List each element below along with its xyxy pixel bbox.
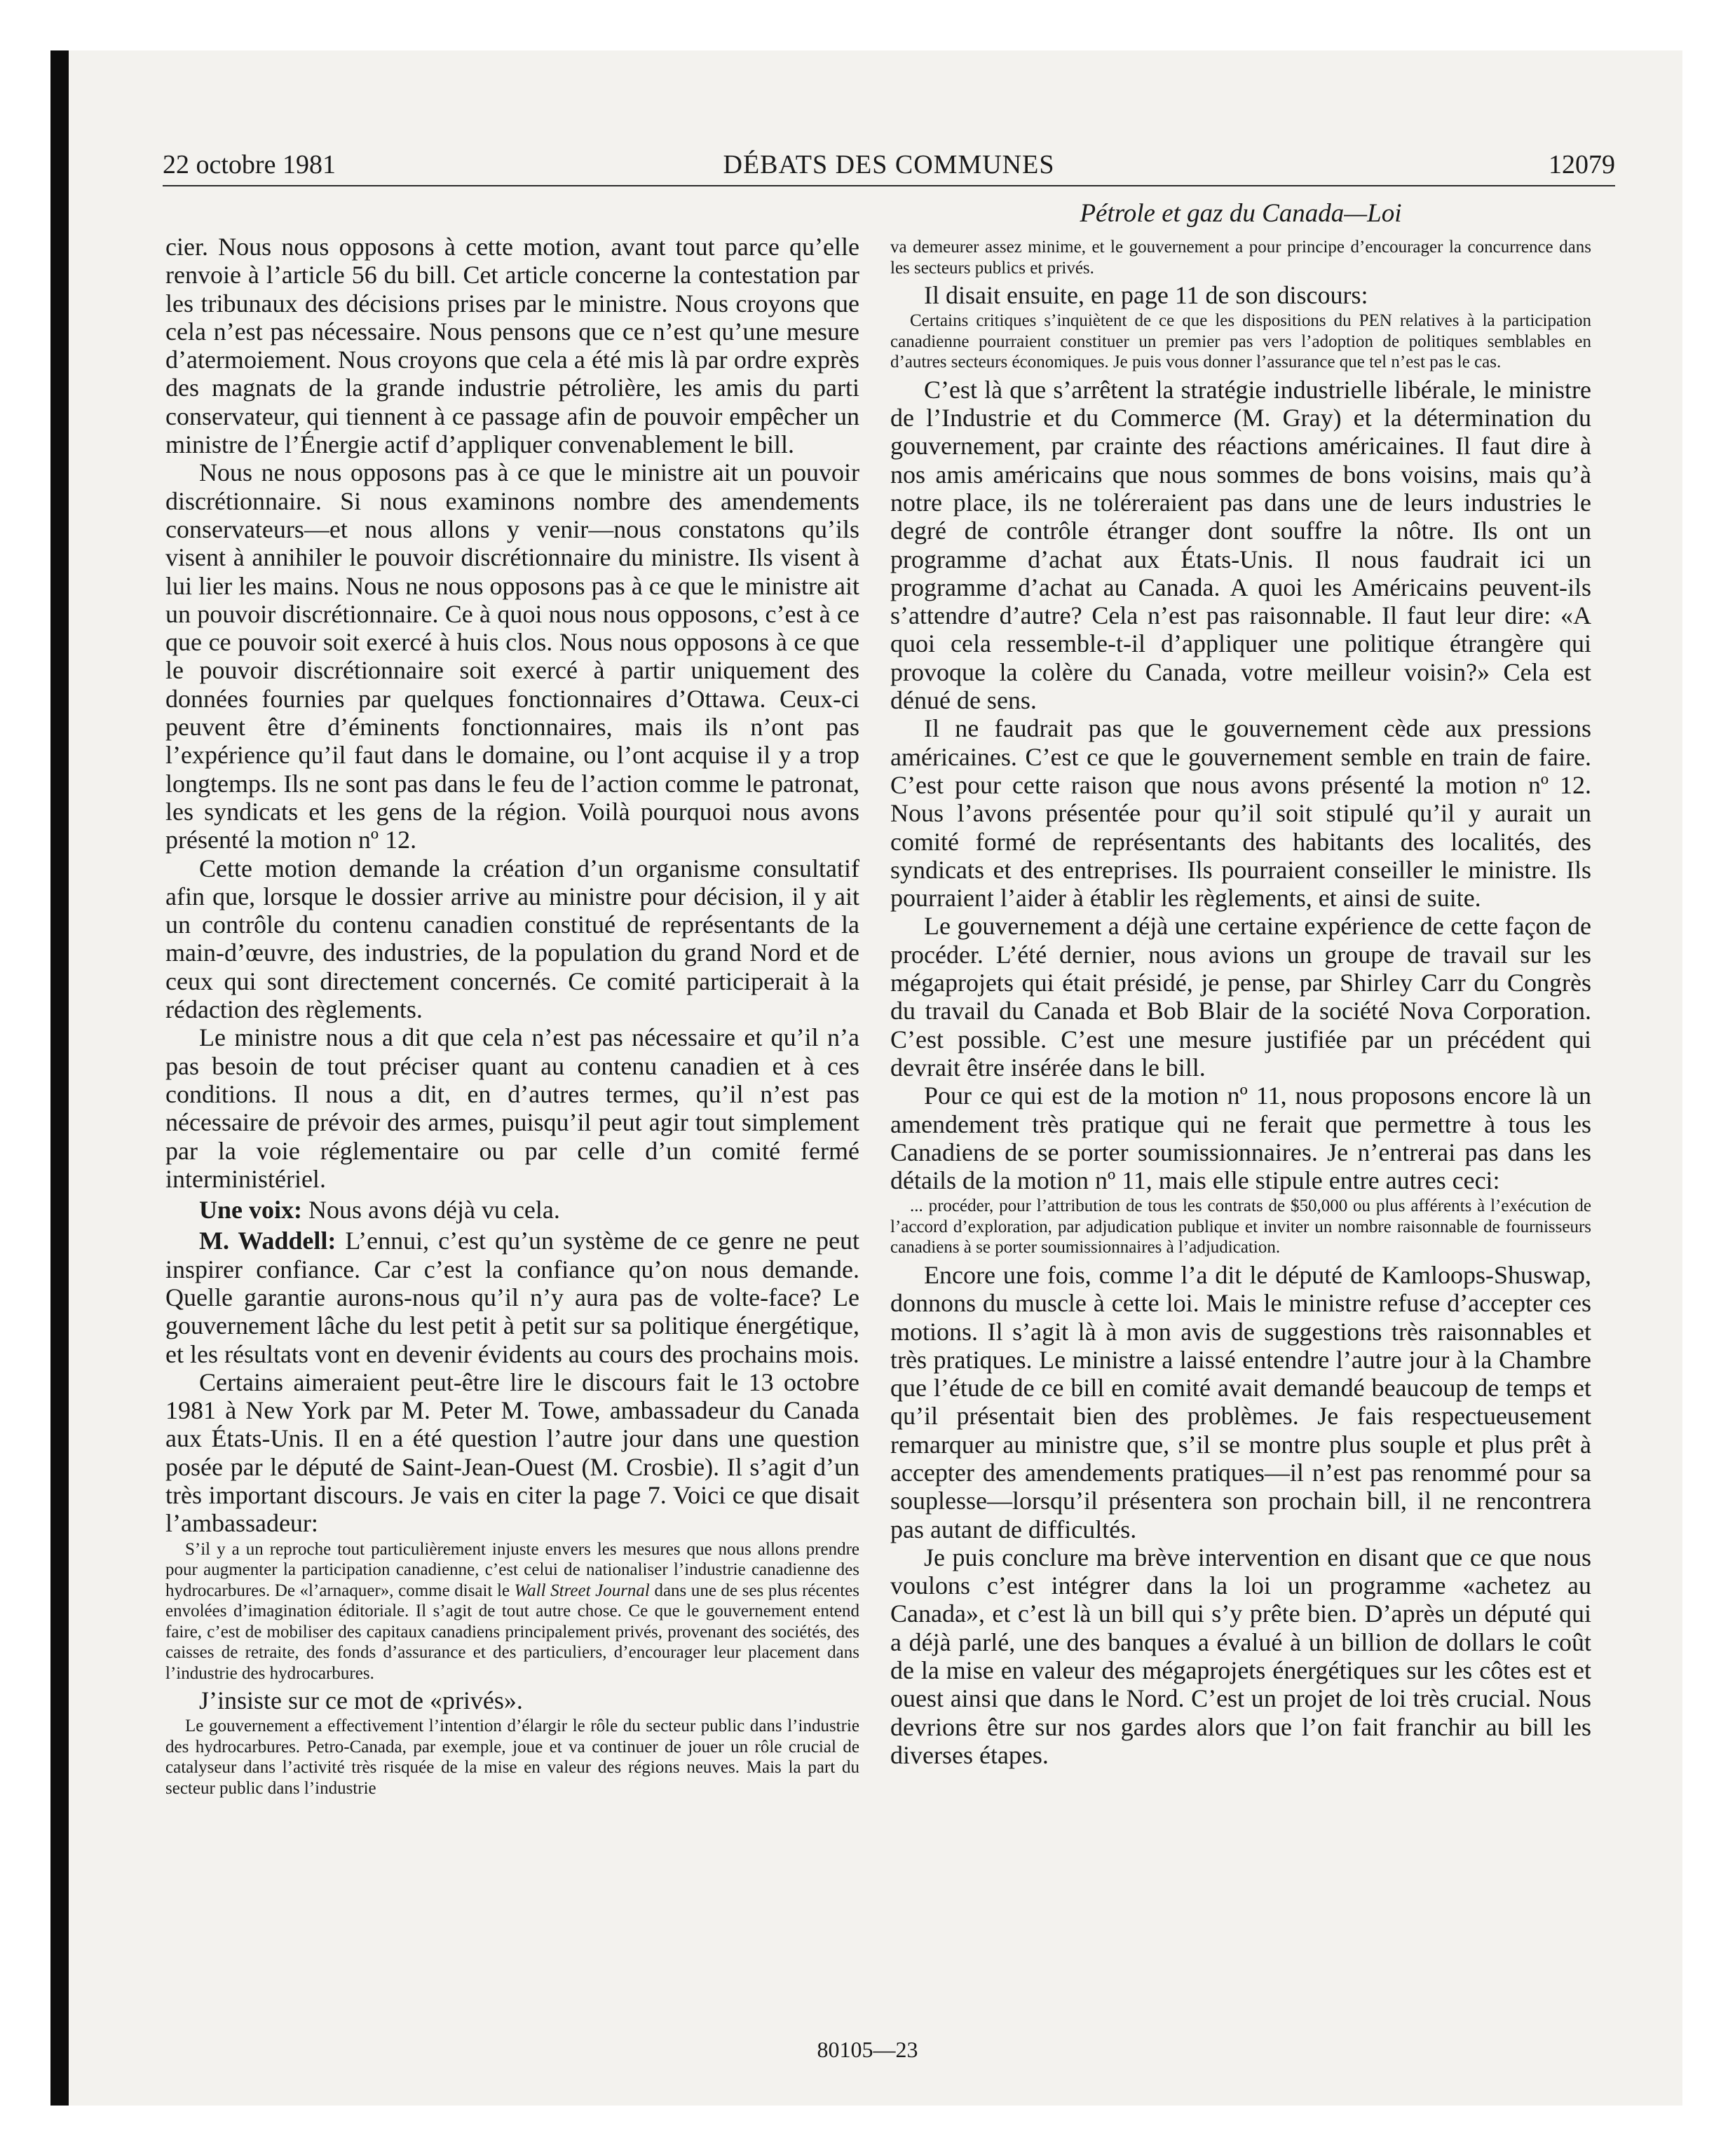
speaker-name: M. Waddell: xyxy=(199,1227,336,1255)
paragraph: C’est là que s’arrêtent la stratégie industrielle libérale, le ministre de l’Industrie et du Commerce (M. Gray) et la détermination du gouvernement, par crainte des réactions américaines. Il faut dire à nos amis américains que nous sommes de bons voisins, mais qu’à notre place, ils ne toléreraient pas dans une de leurs industries le degré de contrôle étranger dont souffre la nôtre. Ils ont un programme d’achat aux États-Unis. Il nous faudrait ici un programme d’achat au Canada. A quoi les Américains peuvent-ils s’attendre d’autre? Cela n’est pas raisonnable. Il faut leur dire: «A quoi cela ressemble-t-il d’appliquer une politique étrangère qui provoque la colère du Canada, votre meilleur voisin?» Cela est dénué de sens. xyxy=(890,375,1591,715)
page-footer-code: 80105—23 xyxy=(817,2037,918,2062)
header-rule xyxy=(163,185,1615,186)
paragraph: Pour ce qui est de la motion nº 11, nous proposons encore là un amendement très pratique qui ne ferait que permettre à tous les Canadiens de se porter soumissionnaires. Je n’entrerai pas dans les détails de la motion nº 11, mais elle stipule entre autres ceci: xyxy=(890,1082,1591,1195)
speech-paragraph xyxy=(165,1196,859,1224)
quote-text: dans une de ses plus récentes envolées d’imagination éditoriale. Il s’agit de tout autre chose. Ce que le gouvernement entend faire, c’est de mobiliser des capitaux canadiens principalement privés, provenant des sociétés, des caisses de retraite, des fonds d’assurance et des particuliers, d’encourager leur placement dans l’industrie des hydrocarbures. xyxy=(165,1581,859,1683)
speech-text: Nous avons déjà vu cela. xyxy=(302,1196,560,1224)
quote-italic-title: Wall Street Journal xyxy=(514,1581,650,1600)
paragraph: Certains aimeraient peut-être lire le discours fait le 13 octobre 1981 à New York par M. Peter M. Towe, ambassadeur du Canada aux États-Unis. Il en a été question l’autre jour dans une question posée par le député de Saint-Jean-Ouest (M. Crosbie). Il s’agit d’un très important discours. Je vais en citer la page 7. Voici ce que disait l’ambassadeur: xyxy=(165,1367,859,1538)
paragraph: Le ministre nous a dit que cela n’est pas nécessaire et qu’il n’a pas besoin de tout préciser quant au contenu canadien et à ces conditions. Il nous a dit, en d’autres termes, qu’il n’est pas nécessaire de prévoir des armes, puisqu’il peut agir tout simplement par la voie réglementaire ou par celle d’un comité fermé interministériel. xyxy=(165,1023,859,1193)
running-head: Pétrole et gaz du Canada—Loi xyxy=(1080,199,1402,228)
paragraph: Je puis conclure ma brève intervention en disant que ce que nous voulons c’est intégrer dans la loi un programme «achetez au Canada», et c’est là un bill qui s’y prête bien. D’après un député qui a déjà parlé, une des banques a évalué à un billion de dollars le coût de la mise en valeur des mégaprojets énergétiques sur les côtes est et ouest ainsi que dans le Nord. C’est un projet de loi très crucial. Nous devrions être sur nos gardes alors que l’on fait franchir au bill les diverses étapes. xyxy=(890,1543,1591,1769)
speech-text: L’ennui, c’est qu’un système de ce genre ne peut inspirer confiance. Car c’est la confiance qu’on nous demande. Quelle garantie aurons-nous qu’il n’y aura pas de volte-face? Le gouvernement lâche du lest petit à petit sur sa politique énergétique, et les résultats vont en devenir évidents au cours des prochains mois. xyxy=(165,1227,860,1368)
paragraph: cier. Nous nous opposons à cette motion, avant tout parce qu’elle renvoie à l’article 56 du bill. Cet article concerne la contestation par les tribunaux des décisions prises par le ministre. Nous croyons que cela n’est pas nécessaire. Nous pensons que ce n’est qu’une mesure d’atermoiement. Nous croyons que cela a été mis là par ordre exprès des magnats de la grande industrie pétrolière, les amis du parti conservateur, qui tiennent à ce passage afin de pouvoir empêcher un ministre de l’Énergie actif d’appliquer convenablement le bill. xyxy=(165,233,859,459)
header-date: 22 octobre 1981 xyxy=(163,150,336,179)
left-column xyxy=(165,233,859,1801)
paragraph: Encore une fois, comme l’a dit le député de Kamloops-Shuswap, donnons du muscle à cette loi. Mais le ministre refuse d’accepter ces motions. Il s’agit là à mon avis de suggestions très raisonnables et très pratiques. Le ministre a laissé entendre l’autre jour à la Chambre que l’étude de ce bill en comité avait demandé beaucoup de temps et qu’il présentait bien des problèmes. Je fais respectueusement remarquer au ministre que, s’il se montre plus souple et plus prêt à accepter des amendements pratiques—il n’est pas renommé pour sa souplesse—lorsqu’il présentera son prochain bill, il ne rencontrera pas autant de difficultés. xyxy=(890,1260,1591,1543)
block-quote xyxy=(165,1539,859,1684)
block-quote: ... procéder, pour l’attribution de tous les contrats de $50,000 ou plus afférents à l’exécution de l’accord d’exploration, par adjudication publique et inviter un nombre raisonnable de fournisseurs canadiens à se porter soumissionnaires à l’adjudication. xyxy=(890,1196,1591,1257)
binding-edge xyxy=(50,50,69,2106)
paragraph: Le gouvernement a déjà une certaine expérience de cette façon de procéder. L’été dernier, nous avions un groupe de travail sur les mégaprojets qui était présidé, je pense, par Shirley Carr du Congrès du travail du Canada et Bob Blair de la société Nova Corporation. C’est possible. C’est une mesure justifiée par un précédent qui devrait être insérée dans le bill. xyxy=(890,912,1591,1082)
right-column xyxy=(890,198,1591,1769)
paragraph: Il disait ensuite, en page 11 de son discours: xyxy=(924,281,1368,309)
header-publication: DÉBATS DES COMMUNES xyxy=(723,150,1055,179)
page-header xyxy=(163,144,1615,186)
speaker-name: Une voix: xyxy=(199,1196,302,1224)
block-quote: va demeurer assez minime, et le gouvernement a pour principe d’encourager la concurrence dans les secteurs publics et privés. xyxy=(890,238,1591,278)
paragraph: Cette motion demande la création d’un organisme consultatif afin que, lorsque le dossier arrive au ministre pour décision, il y ait un contrôle du contenu canadien constitué de représentants de la main-d’œuvre, des industries, de la population du grand Nord et de ceux qui sont directement concernés. Ce comité participerait à la rédaction des règlements. xyxy=(165,854,859,1024)
block-quote: Certains critiques s’inquiètent de ce que les dispositions du PEN relatives à la participation canadienne pourraient constituer un premier pas vers l’adoption de politiques semblables en d’autres secteurs économiques. Je puis vous donner l’assurance que tel n’est pas le cas. xyxy=(890,311,1591,372)
paragraph: Nous ne nous opposons pas à ce que le ministre ait un pouvoir discrétionnaire. Si nous examinons nombre des amendements conservateurs—et nous allons y venir—nous constatons qu’ils visent à annihiler le pouvoir discrétionnaire du ministre. Ils visent à lui lier les mains. Nous ne nous opposons pas à ce que le ministre ait un pouvoir discrétionnaire. Ce à quoi nous nous opposons, c’est à ce que ce pouvoir soit exercé à huis clos. Nous nous opposons à ce que le pouvoir discrétionnaire soit exercé à partir uniquement des données fournies par quelques fonctionnaires d’Ottawa. Ceux-ci peuvent être d’éminents fonctionnaires, mais ils n’ont pas l’expérience qu’il faut dans le domaine, ou l’ont acquise il y a trop longtemps. Ils ne sont pas dans le feu de l’action comme le patronat, les syndicats et les gens de la région. Voilà pourquoi nous avons présenté la motion nº 12. xyxy=(165,458,859,854)
paragraph: J’insiste sur ce mot de «privés». xyxy=(199,1686,523,1715)
speech-paragraph xyxy=(165,1227,859,1367)
quote-text: S’il y a un reproche tout particulièrement injuste envers les mesures que nous allons prendre pour augmenter la participation canadienne, c’est celui de nationaliser l’industrie canadienne des hydrocarbures. De «l’arnaquer», comme disait le xyxy=(165,1539,859,1600)
paragraph: Il ne faudrait pas que le gouvernement cède aux pressions américaines. C’est ce que le gouvernement semble en train de faire. C’est pour cette raison que nous avons présenté la motion nº 12. Nous l’avons présentée pour qu’il soit stipulé qu’il y aurait un comité formé de représentants des habitants des localités, des syndicats et des entreprises. Ils pourraient conseiller le ministre. Ils pourraient l’aider à établir les règlements, et ainsi de suite. xyxy=(890,714,1591,913)
block-quote: Le gouvernement a effectivement l’intention d’élargir le rôle du secteur public dans l’industrie des hydrocarbures. Petro-Canada, par exemple, joue et va continuer de jouer un rôle crucial de catalyseur dans l’activité très risquée de la mise en valeur des régions neuves. Mais la part du secteur public dans l’industrie xyxy=(165,1717,859,1798)
header-page-number: 12079 xyxy=(1549,150,1615,179)
